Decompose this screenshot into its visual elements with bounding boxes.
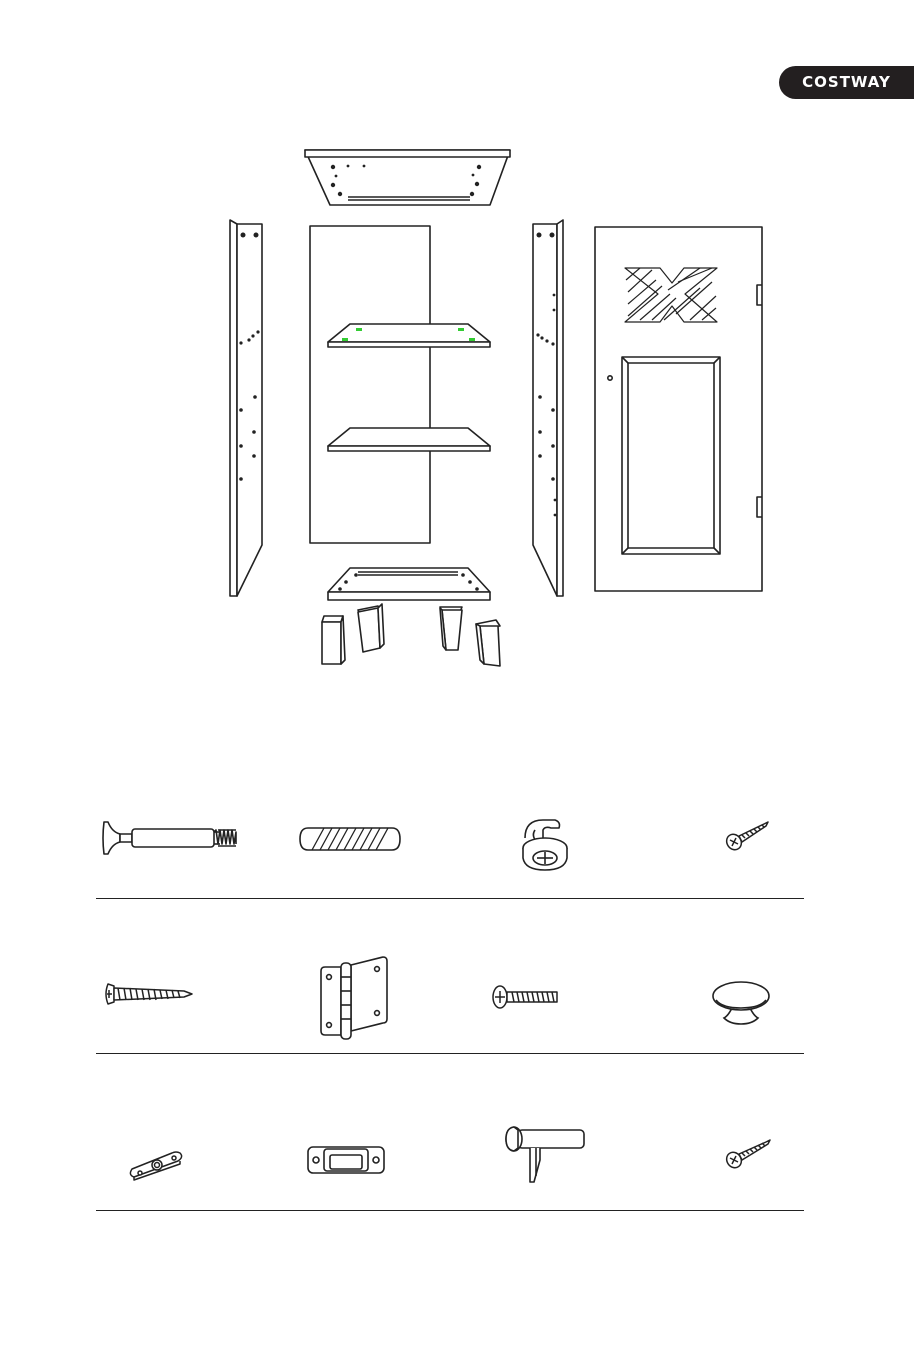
leg: [358, 604, 384, 652]
small-screw-icon: [724, 1138, 774, 1170]
top-panel: [305, 150, 510, 205]
magnetic-catch-icon: [306, 1143, 386, 1177]
mounting-plate-icon: [126, 1147, 188, 1183]
brand-badge: COSTWAY: [779, 66, 914, 99]
bottom-panel: [328, 568, 490, 600]
divider: [96, 898, 804, 899]
back-panel: [310, 226, 430, 543]
wooden-dowel-icon: [298, 826, 402, 852]
knob-icon: [708, 972, 774, 1028]
leg: [476, 620, 500, 666]
upper-shelf: [328, 324, 490, 347]
right-side-panel: [533, 220, 563, 596]
shelf-pin-icon: [500, 1120, 588, 1186]
cam-lock-icon: [515, 816, 575, 874]
lower-shelf: [328, 428, 490, 451]
machine-screw-icon: [490, 982, 562, 1012]
left-side-panel: [230, 220, 262, 596]
divider: [96, 1053, 804, 1054]
cam-bolt-icon: [100, 818, 240, 858]
hinge-icon: [317, 955, 391, 1041]
divider: [96, 1210, 804, 1211]
long-screw-icon: [104, 980, 196, 1008]
short-screw-icon: [724, 820, 772, 852]
door: [595, 227, 762, 591]
leg: [440, 607, 462, 650]
leg: [322, 616, 345, 664]
